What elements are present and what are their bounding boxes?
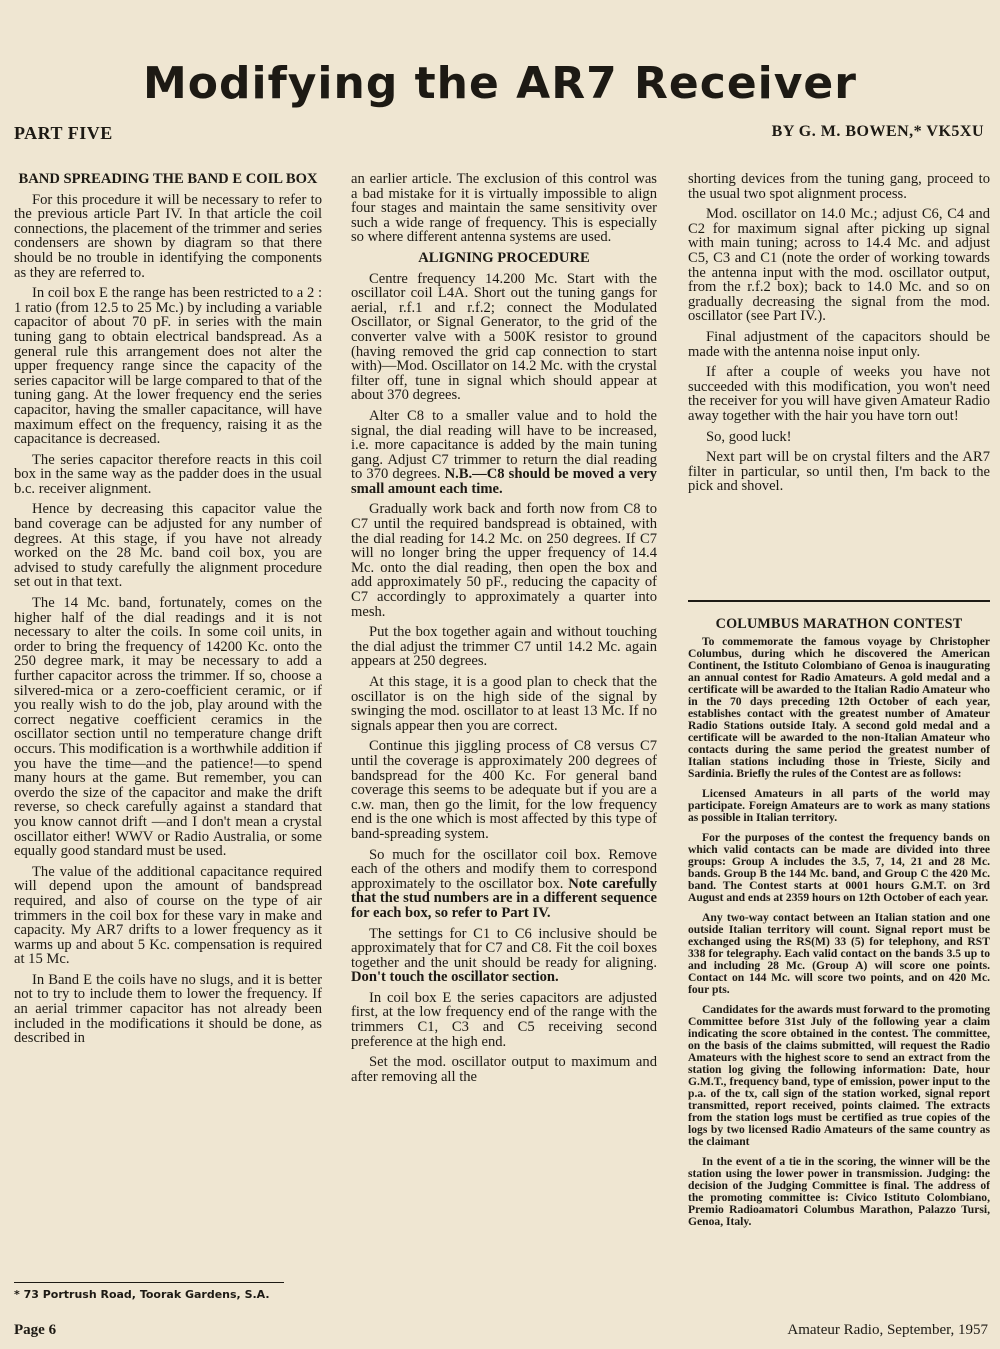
paragraph: In Band E the coils have no slugs, and it is better not to try to include them to lower the frequency. If an aerial trimmer capacitor has not already been included in the modifications it should be done, as described in [14,971,322,1047]
paragraph: For this procedure it will be necessary to refer to the previous article Part IV. In that article the coil connections, the placement of the trimmer and series condensers are shown by diagram so that there should be no trouble in identifying the components as they are referred to. [14,191,322,281]
paragraph [351,409,657,497]
contest-paragraph: Licensed Amateurs in all parts of the world may participate. Foreign Amateurs are to work as many stations as possible in Italian territory. [688,787,990,824]
bold-note: Note carefully that the stud numbers are in a different sequence for each box, so refer to Part IV. [351,875,657,921]
page-number: Page 6 [14,1322,57,1338]
bold-note: N.B.—C8 should be moved a very small amount each time. [351,466,657,497]
paragraph-text: So much for the oscillator coil box. Remove each of the others and modify them to correspond approximately to the oscillator box. [351,846,657,892]
paragraph: The 14 Mc. band, fortunately, comes on the higher half of the dial readings and it is not necessary to alter the coils. In some coil units, in order to bring the frequency of 14200 Kc. onto the 250 degree mark, it may be necessary to add a further capacitor across the trimmer. If so, choose a silvered-mica or a zero-coefficient ceramic, or if you really wish to do the job, play around with the correct negative coefficient ceramics in the oscillator section until no temperature change drift occurs. This modification is a worthwhile addition if you have the time—and the patience!—to spend many hours at the game. But remember, you can overdo the size of the capacitor and make the drift reverse, so check carefully against a standard that you know cannot drift —and I don't mean a crystal oscillator either! WWV or Radio Australia, or some equally good standard must be used. [14,595,322,860]
paragraph: Next part will be on crystal filters and the AR7 filter in particular, so until then, I'm back to the pick and shovel. [688,449,990,495]
section-heading-band-spreading: BAND SPREADING THE BAND E COIL BOX [18,172,318,187]
paragraph: Final adjustment of the capacitors should be made with the antenna noise input only. [688,328,990,360]
contest-heading: COLUMBUS MARATHON CONTEST [715,618,963,632]
paragraph: Put the box together again and without touching the dial adjust the trimmer C7 until 14.2 Mc. again appears at 250 degrees. [351,624,657,670]
contest-paragraph: Any two-way contact between an Italian station and one outside Italian territory will count. Signal report must be exchanged using the RS(M) 33 (5) for telephony, and RST 338 for telegraphy. Each valid contact on the bands 3.5 up to and including 28 Mc. (Group A) will score one points. Contact on 144 Mc. will score two points, and on 420 Mc. four pts. [688,911,990,996]
contest-paragraph: In the event of a tie in the scoring, the winner will be the station using the lower power in transmission. Judging: the decision of the Judging Committee is final. The address of the promoting committee is: Civico Istituto Colombiano, Premio Radioamatori Columbus Marathon, Palazzo Tursi, Genoa, Italy. [688,1155,990,1228]
paragraph: shorting devices from the tuning gang, proceed to the usual two spot alignment process. [688,172,990,202]
column-3 [688,172,990,592]
contest-paragraph: To commemorate the famous voyage by Christopher Columbus, during which he discovered the American Continent, the Istituto Colombiano of Genoa is inaugurating an annual contest for Radio Amateurs. A gold medal and a certificate will be awarded to the Italian Radio Amateur who in the 70 days preceding 12th October of each year, establishes contact with the greatest number of Amateur Radio Stations outside Italy. A second gold medal and a certificate will be awarded to the non-Italian Amateur who contacts during the same period the greatest number of Italian stations including those in Trieste, Sicily and Sardinia. Briefly the rules of the Contest are as follows: [688,635,990,780]
footnote: * 73 Portrush Road, Toorak Gardens, S.A. [14,1288,270,1301]
paragraph: Continue this jiggling process of C8 versus C7 until the coverage is approximately 200 degrees of bandspread for the 400 Kc. For general band coverage this seems to be adequate but if you are a c.w. man, then go the limit, for the low frequency end is the one which is most affected by this type of band-spreading system. [351,738,657,842]
section-heading-aligning: ALIGNING PROCEDURE [418,249,590,266]
contest-paragraph: For the purposes of the contest the frequency bands on which valid contacts can be made are divided into three groups: Group A includes the 3.5, 7, 14, 21 and 28 Mc. bands. Group B the 144 Mc. band, and Group C the 420 Mc. band. The Contest starts at 0001 hours G.M.T. on 3rd August and ends at 2359 hours on 12th October of each year. [688,831,990,904]
paragraph: The value of the additional capacitance required will depend upon the amount of bandspread required, and also of course on the type of air trimmers in the coil box for these vary in make and capacity. My AR7 drifts to a lower frequency as it warms up and about 5 Kc. compensation is required at 15 Mc. [14,863,322,968]
paragraph [351,848,657,921]
column-2 [351,172,657,1302]
paragraph: In coil box E the range has been restricted to a 2 : 1 ratio (from 12.5 to 25 Mc.) by including a variable capacitor of about 70 pF. in series with the main tuning gang to obtain electrical bandspread. As a general rule this arrangement does not alter the upper frequency range since the capacity of the series capacitor will be large compared to that of the tuning gang. At the lower frequency end the series capacitor, having the smaller capacitance, will have maximum effect on the frequency, raising it as the capacitance is decreased. [14,285,322,448]
paragraph-text: The settings for C1 to C6 inclusive should be approximately that for C7 and C8. Fit the coil boxes together and the unit should be ready for aligning. [351,925,657,971]
part-label: PART FIVE [14,123,113,143]
paragraph: In coil box E the series capacitors are adjusted first, at the low frequency end of the range with the trimmers C1, C3 and C5 receiving second preference at the high end. [351,989,657,1050]
paragraph [351,927,657,985]
paragraph: If after a couple of weeks you have not succeeded with this modification, you won't need the receiver for you will have given Amateur Radio away together with the hair you have torn out! [688,364,990,424]
bold-note: Don't touch the oscillator section. [351,969,559,986]
section-divider [688,600,990,602]
column-1 [14,172,322,1277]
contest-paragraph: Candidates for the awards must forward to the promoting Committee before 31st July of the following year a claim indicating the score obtained in the contest. The committee, on the basis of the claims submitted, will request the Radio Amateurs with the highest score to send an extract from the station log giving the following information: Date, hour G.M.T., frequency band, type of emission, power input to the p.a. of the tx, call sign of the station worked, signal report transmitted, report received, points claimed. The extracts from the station logs must be certified as true copies of the logs by two licensed Radio Amateurs of the same country as the claimant [688,1003,990,1148]
paragraph: At this stage, it is a good plan to check that the oscillator is on the high side of the signal by swinging the mod. oscillator to at least 13 Mc. If no signals appear then you are correct. [351,674,657,734]
paragraph: Hence by decreasing this capacitor value the band coverage can be adjusted for any number of degrees. At this stage, if you have not already worked on the 28 Mc. band coil box, you are advised to study carefully the alignment procedure set out in that text. [14,501,322,591]
paragraph: Gradually work back and forth now from C8 to C7 until the required bandspread is obtained, with the dial reading for 14.2 Mc. on 250 degrees. If C7 will no longer bring the upper frequency of 14.4 Mc. onto the dial reading, then open the box and add approximately 50 pF., reducing the capacity of C7 accordingly to approximately a quarter into mesh. [351,501,657,620]
author-byline: BY G. M. BOWEN,* VK5XU [771,123,984,140]
magazine-info: Amateur Radio, September, 1957 [787,1322,988,1338]
column-3-article [688,172,990,592]
paragraph: Set the mod. oscillator output to maximum and after removing all the [351,1054,657,1085]
contest-box [688,618,990,1318]
paragraph: Mod. oscillator on 14.0 Mc.; adjust C6, C4 and C2 for maximum signal after picking up signal with main tuning; across to 14.4 Mc. and adjust C5, C3 and C1 (note the order of working towards the antenna input with the mod. oscillator output, from the r.f.2 box); back to 14.0 Mc. and so on gradually decreasing the signal from the mod. oscillator (see Part IV.). [688,206,990,325]
paragraph: an earlier article. The exclusion of this control was a bad mistake for it is virtually impossible to align four stages and maintain the same sensitivity over such a wide range of frequency. This is especially so where different antenna systems are used. [351,172,657,246]
paragraph: The series capacitor therefore reacts in this coil box in the same way as the padder does in the usual b.c. receiver alignment. [14,451,322,497]
paragraph: So, good luck! [706,428,792,445]
paragraph-text: Alter C8 to a smaller value and to hold the signal, the dial reading will have to be increased, i.e. more capacitance is added by the main tuning gang. Adjust C7 trimmer to return the dial reading to 370 degrees. [351,407,657,483]
paragraph: Centre frequency 14.200 Mc. Start with the oscillator coil L4A. Short out the tuning gangs for aerial, r.f.1 and r.f.2; connect the Modulated Oscillator, or Signal Generator, to the grid of the converter valve with a 500K resistor to ground (having removed the grid cap connection to start with)—Mod. Oscillator on 14.2 Mc. with the crystal filter off, tune in signal which should appear at about 370 degrees. [351,270,657,404]
article-title: Modifying the AR7 Receiver [143,58,857,109]
footnote-divider [14,1282,284,1283]
